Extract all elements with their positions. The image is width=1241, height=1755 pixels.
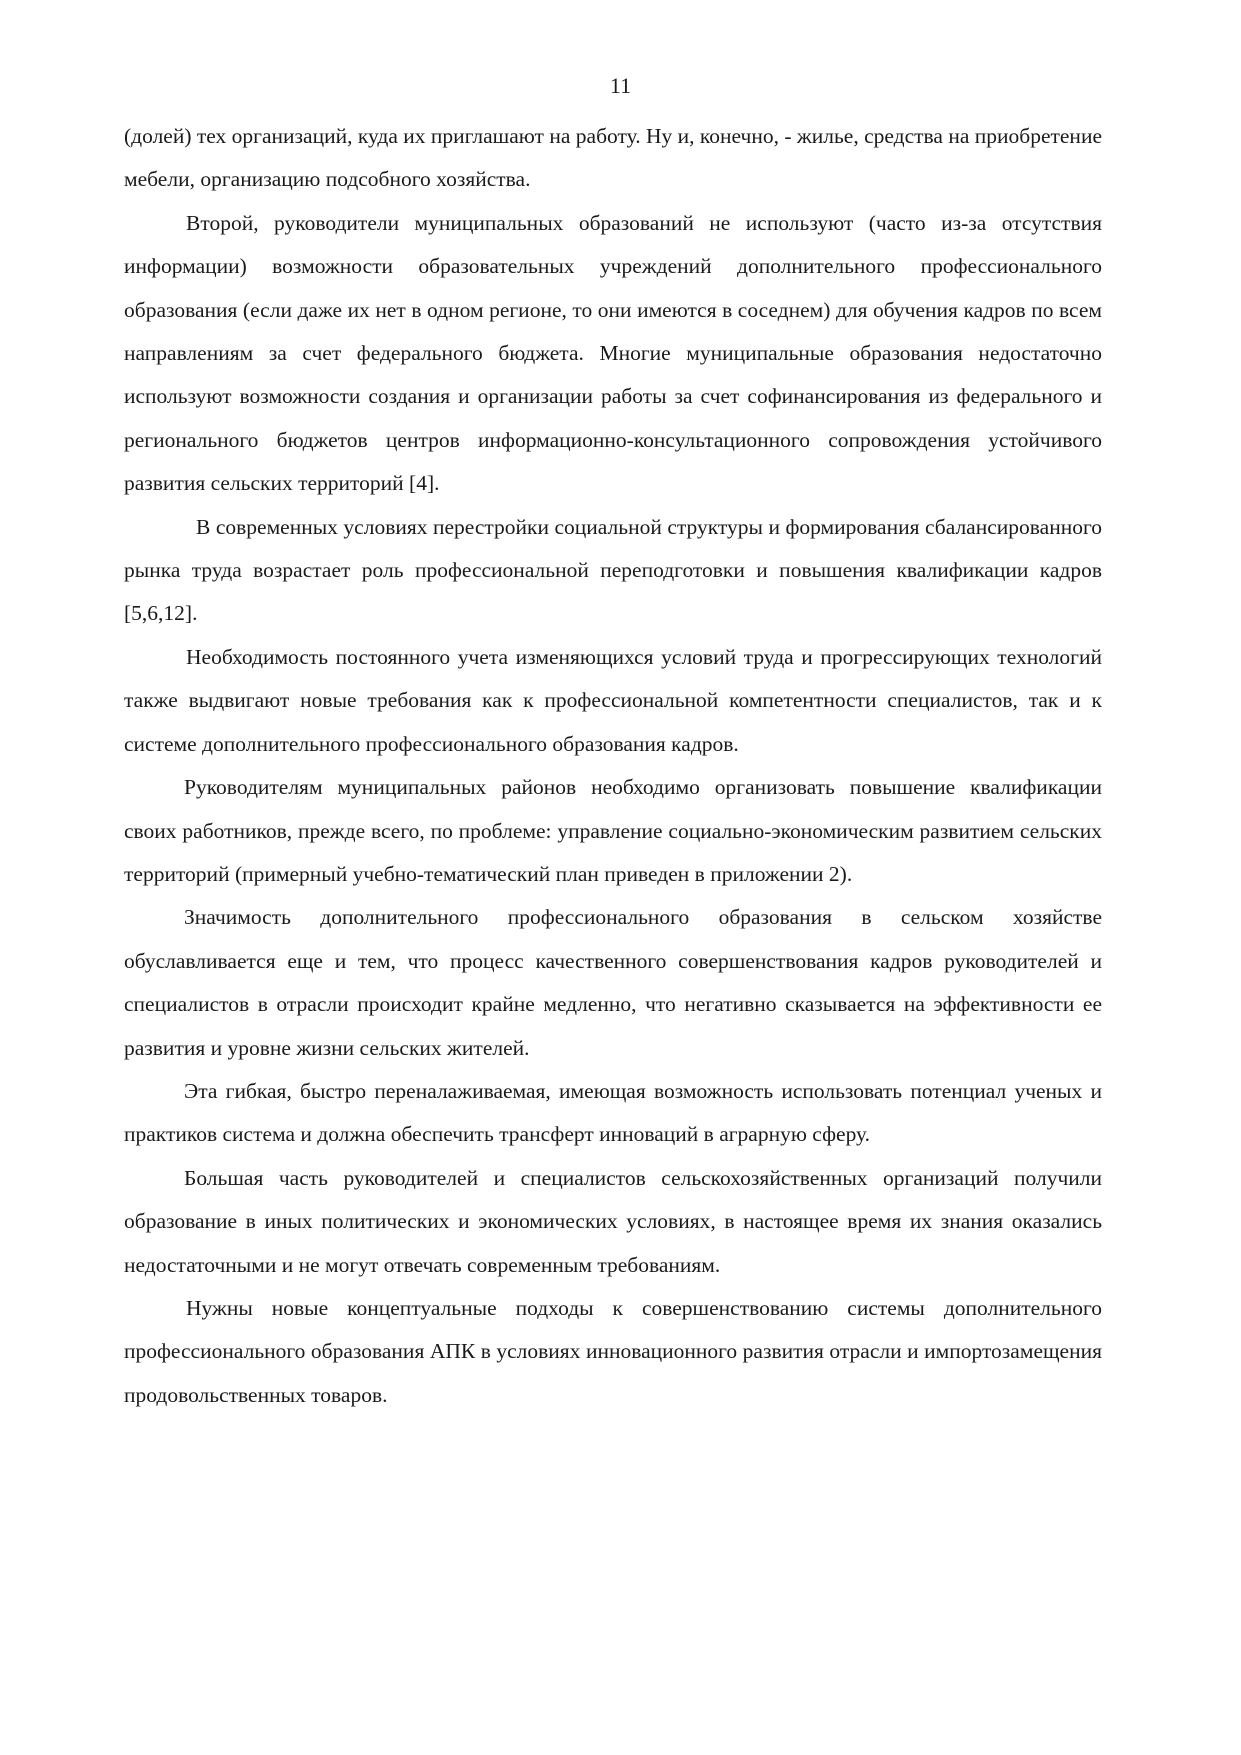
page-number: 11 [609, 73, 632, 98]
paragraph-9: Нужны новые концептуальные подходы к совершенствованию системы дополнительного профессионального образования АПК в условиях инновационного развития отрасли и импортозамещения продовольственных товаров. [124, 1295, 1102, 1407]
paragraph-5: Руководителям муниципальных районов необходимо организовать повышение квалификации своих работников, прежде всего, по проблеме: управление социально-экономическим развитием сельских территорий (примерный учебно-тематический план приведен в приложении 2). [124, 775, 1102, 886]
paragraph-6: Значимость дополнительного профессионального образования в сельском хозяйстве обуславливается еще и тем, что процесс качественного совершенствования кадров руководителей и специалистов в отрасли происходит крайне медленно, что негативно сказывается на эффективности ее развития и уровне жизни сельских жителей. [124, 905, 1102, 1060]
paragraph-4: Необходимость постоянного учета изменяющихся условий труда и прогрессирующих технологий также выдвигают новые требования как к профессиональной компетентности специалистов, так и к системе дополнительного профессионального образования кадров. [124, 644, 1102, 756]
paragraph-3: В современных условиях перестройки социальной структуры и формирования сбалансированного рынка труда возрастает роль профессиональной переподготовки и повышения квалификации кадров [5,6,12]. [124, 514, 1102, 626]
paragraph-8: Большая часть руководителей и специалистов сельскохозяйственных организаций получили образование в иных политических и экономических условиях, в настоящее время их знания оказались недостаточными и не могут отвечать современным требованиям. [124, 1165, 1102, 1277]
paragraph-1: (долей) тех организаций, куда их приглашают на работу. Ну и, конечно, - жилье, средства на приобретение мебели, организацию подсобного хозяйства. [124, 124, 1102, 192]
body-text [124, 115, 1102, 1417]
paragraph-2: Второй, руководители муниципальных образований не используют (часто из-за отсутствия информации) возможности образовательных учреждений дополнительного профессионального образования (если даже их нет в одном регионе, то они имеются в соседнем) для обучения кадров по всем направлениям за счет федерального бюджета. Многие муниципальные образования недостаточно используют возможности создания и организации работы за счет софинансирования из федерального и регионального бюджетов центров информационно-консультационного сопровождения устойчивого развития сельских территорий [4]. [124, 210, 1102, 496]
paragraph-7: Эта гибкая, быстро переналаживаемая, имеющая возможность использовать потенциал ученых и практиков система и должна обеспечить трансферт инноваций в аграрную сферу. [124, 1078, 1102, 1147]
